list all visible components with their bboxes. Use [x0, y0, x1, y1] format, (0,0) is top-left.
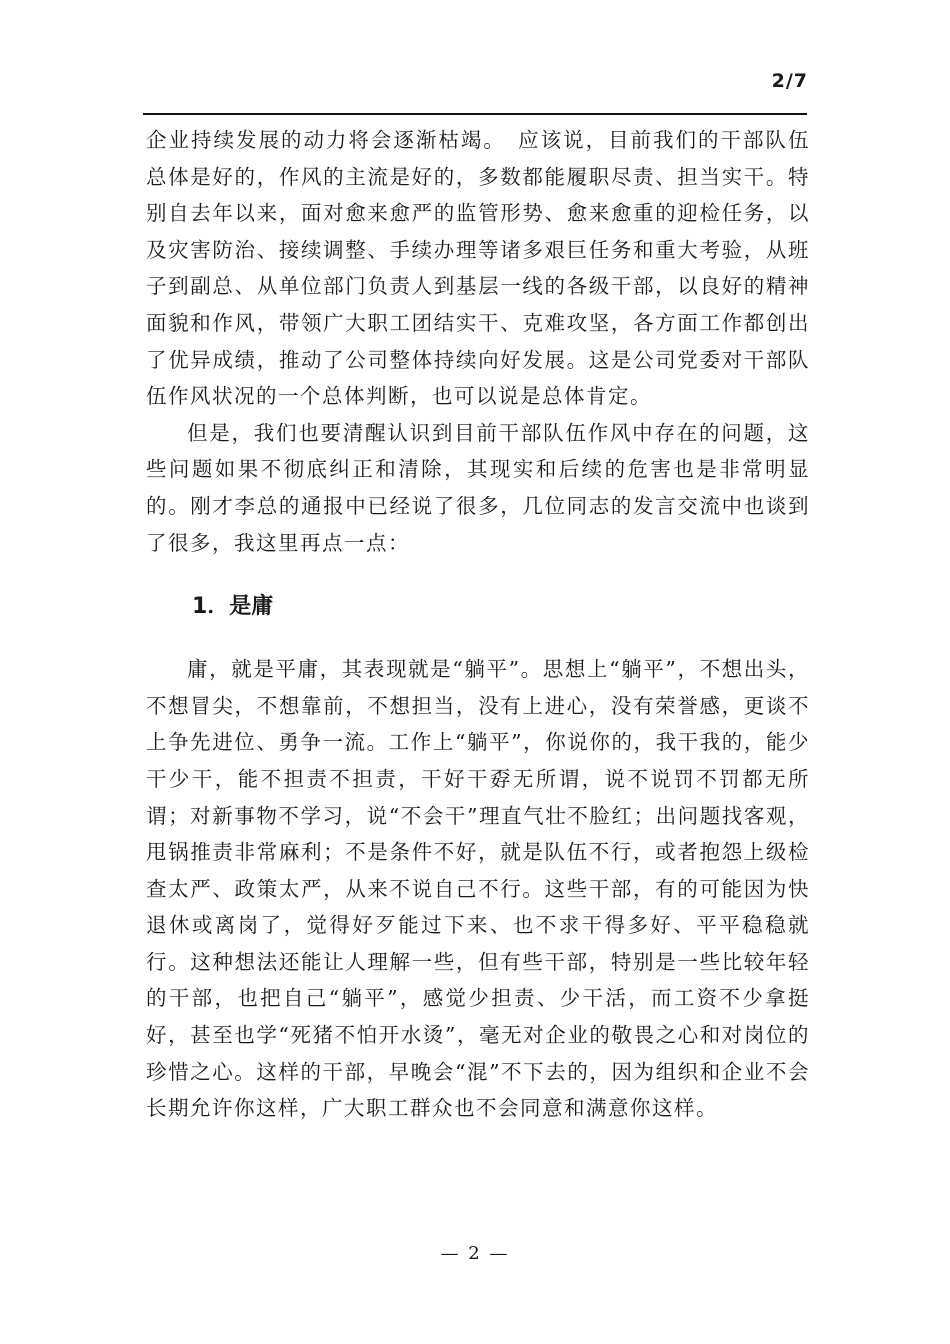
- page-counter: 2/7: [771, 70, 808, 92]
- document-body: [146, 122, 810, 1127]
- body-paragraph-3: 庸，就是平庸，其表现就是“躺平”。思想上“躺平”，不想出头，不想冒尖，不想靠前，不想担当，没有上进心，没有荣誉感，更谈不上争先进位、勇争一流。工作上“躺平”，你说你的，我干我的，能少干少干，能不担责不担责，干好干孬无所谓，说不说罚不罚都无所谓；对新事物不学习，说“不会干”理直气壮不脸红；出问题找客观，甩锅推责非常麻利；不是条件不好，就是队伍不行，或者抱怨上级检查太严、政策太严，从来不说自己不行。这些干部，有的可能因为快退休或离岗了，觉得好歹能过下来、也不求干得多好、平平稳稳就行。这种想法还能让人理解一些，但有些干部，特别是一些比较年轻的干部，也把自己“躺平”，感觉少担责、少干活，而工资不少拿挺好，甚至也学“死猪不怕开水烫”，毫无对企业的敬畏之心和对岗位的珍惜之心。这样的干部，早晚会“混”不下去的，因为组织和企业不会长期允许你这样，广大职工群众也不会同意和满意你这样。: [146, 657, 810, 1121]
- body-paragraph-1: 企业持续发展的动力将会逐渐枯竭。 应该说，目前我们的干部队伍总体是好的，作风的主流是好的，多数都能履职尽责、担当实干。特别自去年以来，面对愈来愈严的监管形势、愈来愈重的迎检任务，以及灾害防治、接续调整、手续办理等诸多艰巨任务和重大考验，从班子到副总、从单位部门负责人到基层一线的各级干部，以良好的精神面貌和作风，带领广大职工团结实干、克难攻坚，各方面工作都创出了优异成绩，推动了公司整体持续向好发展。这是公司党委对干部队伍作风状况的一个总体判断，也可以说是总体肯定。: [146, 128, 810, 409]
- section-heading: 1．是庸: [192, 594, 274, 620]
- footer-page-number: — 2 —: [440, 1243, 510, 1264]
- body-paragraph-2: 但是，我们也要清醒认识到目前干部队伍作风中存在的问题，这些问题如果不彻底纠正和清除，其现实和后续的危害也是非常明显的。刚才李总的通报中已经说了很多，几位同志的发言交流中也谈到了很多，我这里再点一点：: [146, 420, 810, 555]
- header-divider: [143, 113, 807, 115]
